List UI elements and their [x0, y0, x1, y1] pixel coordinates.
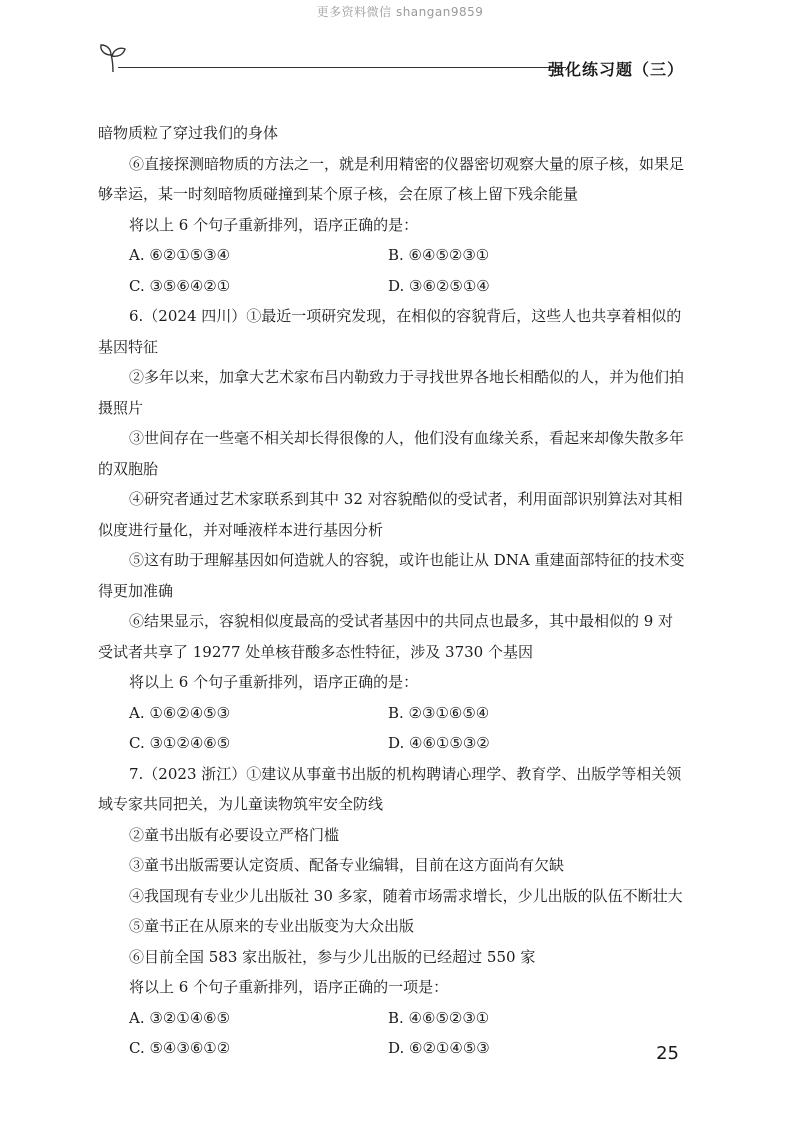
q5-option-b: B. ⑥④⑤②③① — [388, 246, 490, 264]
q7-sentence-1: 7.（2023 浙江）①建议从事童书出版的机构聘请心理学、教育学、出版学等相关领域专家共同把关，为儿童读物筑牢安全防线 — [98, 764, 682, 813]
q5-options-row-2 — [98, 271, 688, 302]
header-title: 强化练习题（三） — [547, 60, 684, 79]
q6-option-a: A. ①⑥②④⑤③ — [129, 703, 231, 722]
q5-sentence-6: ⑥直接探测暗物质的方法之一，就是利用精密的仪器密切观察大量的原子核，如果足够幸运，某一时刻暗物质碰撞到某个原子核，会在原了核上留下残余能量 — [98, 154, 685, 203]
q6-sentence-5: ⑤这有助于理解基因如何造就人的容貌，或许也能让从 DNA 重建面部特征的技术变得更加准确 — [98, 551, 685, 600]
q7-sentence-3: ③童书出版需要认定资质、配备专业编辑，目前在这方面尚有欠缺 — [129, 856, 565, 874]
q6-sentence-3: ③世间存在一些毫不相关却长得很像的人，他们没有血缘关系，看起来却像失散多年的双胞胎 — [98, 429, 685, 478]
page-header — [98, 42, 688, 78]
q7-stem: 将以上 6 个句子重新排列，语序正确的一项是： — [129, 978, 449, 996]
q6-stem: 将以上 6 个句子重新排列，语序正确的是： — [129, 673, 419, 691]
q6-option-d: D. ④⑥①⑤③② — [388, 734, 490, 752]
sprout-icon — [98, 42, 128, 74]
q7-option-c: C. ⑤④③⑥①② — [129, 1039, 231, 1057]
q7-options-row-1 — [98, 1003, 688, 1034]
q7-sentence-4: ④我国现有专业少儿出版社 30 多家，随着市场需求增长，少儿出版的队伍不断壮大 — [129, 886, 683, 905]
page-number: 25 — [656, 1043, 679, 1064]
q5-stem: 将以上 6 个句子重新排列，语序正确的是： — [129, 215, 419, 234]
watermark-text: 更多资料微信 shangan9859 — [316, 5, 484, 19]
q6-options-row-1 — [98, 698, 688, 729]
q7-sentence-2: ②童书出版有必要设立严格门槛 — [129, 825, 340, 844]
page-content — [98, 118, 688, 1064]
q7-option-a: A. ③②①④⑥⑤ — [129, 1008, 231, 1027]
q6-sentence-1: 6.（2024 四川）①最近一项研究发现，在相似的容貌背后，这些人也共享着相似的基因特征 — [98, 307, 682, 356]
q5-option-d: D. ③⑥②⑤①④ — [388, 276, 490, 295]
q5-sentence-tail: 暗物质粒了穿过我们的身体 — [98, 124, 279, 142]
q7-option-b: B. ④⑥⑤②③① — [388, 1008, 490, 1027]
q6-sentence-2: ②多年以来，加拿大艺术家布吕内勒致力于寻找世界各地长相酷似的人，并为他们拍摄照片 — [98, 368, 685, 417]
q6-sentence-4: ④研究者通过艺术家联系到其中 32 对容貌酷似的受试者，利用面部识别算法对其相似度进行量化，并对唾液样本进行基因分析 — [98, 490, 683, 539]
q7-sentence-6: ⑥目前全国 583 家出版社，参与少儿出版的已经超过 550 家 — [129, 947, 536, 966]
q5-option-c: C. ③⑤⑥④②① — [129, 276, 231, 295]
q5-option-a: A. ⑥②①⑤③④ — [129, 246, 231, 264]
q5-options-row-1 — [98, 240, 688, 271]
q6-option-b: B. ②③①⑥⑤④ — [388, 703, 490, 722]
q6-sentence-6: ⑥结果显示，容貌相似度最高的受试者基因中的共同点也最多，其中最相似的 9 对受试者共享了 19277 处单核苷酸多态性特征，涉及 3730 个基因 — [98, 612, 674, 661]
q7-option-d: D. ⑥②①④⑤③ — [388, 1039, 490, 1057]
q7-options-row-2 — [98, 1033, 688, 1064]
q7-sentence-5: ⑤童书正在从原来的专业出版变为大众出版 — [129, 917, 415, 935]
q6-option-c: C. ③①②④⑥⑤ — [129, 734, 231, 752]
q6-options-row-2 — [98, 728, 688, 759]
header-rule — [118, 67, 566, 68]
